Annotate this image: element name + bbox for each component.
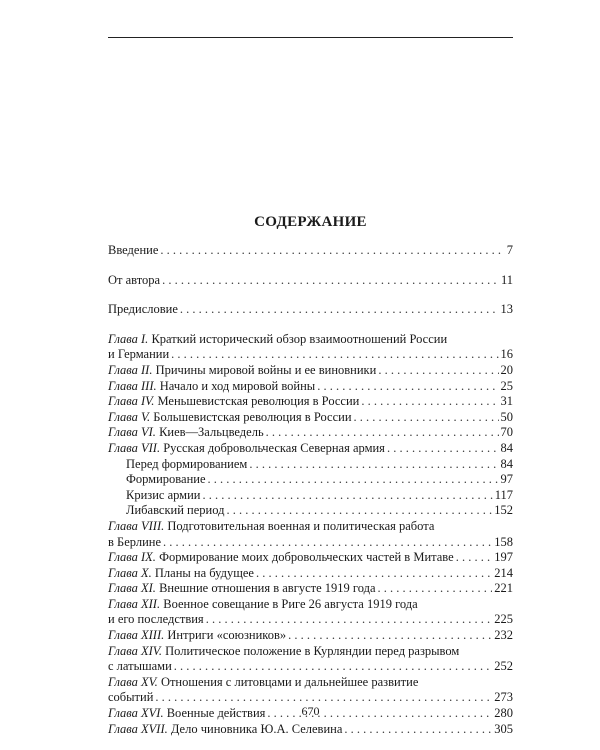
toc-page-number: 305 [494,721,513,736]
dot-leader [266,425,499,441]
chapter-number: Глава XII. [108,596,161,611]
chapter-title: Причины мировой войны и ее виновники [155,362,377,377]
toc-page-number: 16 [500,347,513,362]
toc-page-number: 25 [500,378,513,393]
toc-page-number: 214 [494,565,513,580]
chapter-number: Глава XIII. [108,628,165,643]
chapter-title-continued: и его последствия [108,612,204,627]
dot-leader [354,410,499,426]
toc-page-number: 84 [500,456,513,471]
toc-entry-label: Кризис армии [126,487,201,502]
chapter-number: Глава III. [108,378,157,393]
toc-entry-chapter[interactable] [108,410,513,426]
toc-page-number: 158 [494,534,513,549]
toc-page-number: 221 [494,581,513,596]
toc-entry-chapter[interactable] [108,722,513,738]
chapter-title: Политическое положение в Курляндии перед разрывом [165,643,460,658]
toc-page-number: 7 [506,243,513,257]
toc-entry-label [108,581,376,597]
toc-entry-chapter[interactable] [108,659,513,675]
chapter-title: Военные действия [166,706,266,721]
toc-entry-first-line[interactable] [108,675,513,691]
chapter-number: Глава II. [108,362,153,377]
toc-entry-front[interactable] [108,302,513,318]
toc-entry-subsection[interactable] [108,472,513,488]
toc-entry-chapter[interactable] [108,535,513,551]
chapter-title-continued: и Германии [108,347,170,362]
toc-page-number: 225 [494,612,513,627]
toc-entry-label [108,347,169,363]
dot-leader [202,488,492,504]
toc-entry-label [108,628,286,644]
toc-entry-label [108,441,385,457]
dot-leader [180,302,499,318]
chapter-number: Глава V. [108,409,151,424]
dot-leader [206,612,493,628]
toc-entry-chapter[interactable] [108,441,513,457]
toc-entry-chapter[interactable] [108,347,513,363]
toc-entry-label [108,363,376,379]
toc-entry-label [108,612,204,628]
toc-entry-label [108,566,254,582]
toc-entry-subsection[interactable] [108,457,513,473]
chapter-title: Подготовительная военная и политическая работа [167,518,435,533]
toc-entry-chapter[interactable] [108,394,513,410]
chapter-number: Глава I. [108,331,149,346]
dot-leader [256,566,492,582]
toc-entry-chapter[interactable] [108,425,513,441]
toc-entry-label [108,425,264,441]
chapter-number: Глава IX. [108,550,156,565]
toc-page-number: 13 [500,302,513,317]
toc-entry-label [108,535,161,551]
dot-leader [288,628,492,644]
toc-entry-first-line[interactable] [108,597,513,613]
toc-entry-label [108,659,172,675]
toc-entry-chapter[interactable] [108,581,513,597]
toc-page-number: 31 [500,394,513,409]
chapter-title: Начало и ход мировой войны [159,378,316,393]
chapter-number: Глава XVI. [108,706,164,721]
toc-entry-label [108,410,352,426]
chapter-title: Внешние отношения в августе 1919 года [159,581,376,596]
dot-leader [208,472,499,488]
toc-entry-chapter[interactable] [108,379,513,395]
chapter-number: Глава XI. [108,581,156,596]
dot-leader [387,441,499,457]
dot-leader [456,550,493,566]
toc-entry-label [108,394,359,410]
chapter-title: Дело чиновника Ю.А. Селевина [170,721,343,736]
chapter-title: Большевистская революция в России [153,409,352,424]
toc-entry-label: Формирование [126,472,206,487]
chapter-number: Глава IV. [108,394,155,409]
toc-page-number: 197 [494,550,513,565]
toc-entry-first-line[interactable] [108,519,513,535]
chapter-title-continued: в Берлине [108,534,162,549]
toc-page-number: 273 [494,690,513,705]
toc-page-number: 252 [494,659,513,674]
dot-leader [361,394,498,410]
toc-page-number: 280 [494,706,513,721]
page-title: СОДЕРЖАНИЕ [254,214,367,230]
dot-leader [378,363,498,379]
chapter-number: Глава XIV. [108,643,162,658]
toc-entry-chapter[interactable] [108,612,513,628]
chapter-number: Глава VIII. [108,518,165,533]
chapter-title: Планы на будущее [154,565,254,580]
toc-entry-label: Перед формированием [126,456,248,471]
dot-leader [378,581,493,597]
chapter-title: Военное совещание в Риге 26 августа 1919 года [163,596,418,611]
chapter-title: Киев—Зальцведель [159,425,264,440]
toc-entry-first-line[interactable] [108,644,513,660]
toc-entry-label [108,550,454,566]
chapter-title: Формирование моих добровольческих частей в Митаве [159,550,454,565]
toc-entry-chapter[interactable] [108,363,513,379]
chapter-title: Краткий исторический обзор взаимоотношений России [151,331,448,346]
dot-leader [163,535,492,551]
chapter-title: Меньшевистская революция в России [157,394,360,409]
toc-page-number: 152 [494,503,513,518]
toc-entry-chapter[interactable] [108,628,513,644]
header-rule [108,37,513,38]
toc-page-number: 70 [500,425,513,440]
chapter-number: Глава XVII. [108,721,168,736]
toc-page-number: 117 [494,487,513,502]
toc-page-number: 20 [500,362,513,377]
toc-page-number: 97 [500,472,513,487]
chapter-number: Глава VII. [108,440,161,455]
toc-entry-subsection[interactable] [108,488,513,504]
toc-page-number: 84 [500,440,513,455]
toc-entry-label [108,722,342,738]
dot-leader [171,347,498,363]
toc-entry-chapter[interactable] [108,566,513,582]
chapter-title: Отношения с литовцами и дальнейшее развитие [160,674,419,689]
chapter-title: Русская добровольческая Северная армия [163,440,385,455]
chapter-title: Интриги «союзников» [167,628,287,643]
dot-leader [226,503,492,519]
chapter-number: Глава VI. [108,425,156,440]
chapter-number: Глава XV. [108,674,158,689]
toc-entry-label: От автора [108,272,161,287]
dot-leader [160,243,504,259]
dot-leader [174,659,492,675]
dot-leader [162,273,499,289]
toc-entry-label: Предисловие [108,302,178,317]
toc-page-number: 11 [500,272,513,287]
chapter-number: Глава X. [108,565,152,580]
dot-leader [249,457,498,473]
toc-entry-chapter[interactable] [108,550,513,566]
table-of-contents [108,243,513,737]
toc-entry-front[interactable] [108,243,513,259]
toc-entry-label: Либавский период [126,503,225,518]
toc-entry-label [108,379,315,395]
toc-entry-subsection[interactable] [108,503,513,519]
dot-leader [344,722,492,738]
chapter-title-continued: событий [108,690,154,705]
toc-page-number: 50 [500,409,513,424]
toc-entry-front[interactable] [108,273,513,289]
toc-entry-first-line[interactable] [108,332,513,348]
dot-leader [317,379,498,395]
toc-entry-label: Введение [108,243,159,257]
toc-page-number: 232 [494,628,513,643]
page-number: 670 [301,704,320,718]
chapter-title-continued: с латышами [108,659,172,674]
